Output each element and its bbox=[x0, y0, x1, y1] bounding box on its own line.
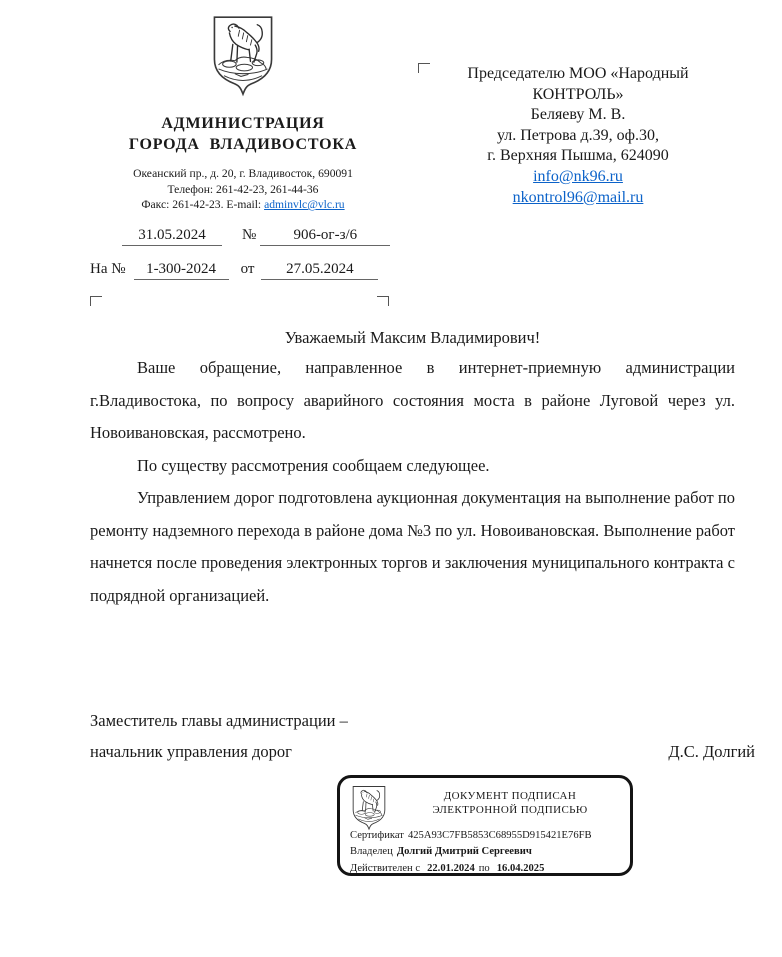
recipient-line: Беляеву М. В. bbox=[530, 106, 626, 124]
recipient-line: Председателю МОО «Народный bbox=[467, 65, 689, 82]
recipient-block bbox=[420, 64, 736, 208]
letterhead-fax-label: Факс: 261-42-23. E-mail: bbox=[141, 198, 265, 212]
incoming-number-label: На № bbox=[90, 261, 126, 277]
signature-block bbox=[90, 705, 755, 767]
corner-mark-right bbox=[377, 296, 389, 306]
recipient-line: г. Верхняя Пышма, 624090 bbox=[487, 147, 669, 165]
signature-row bbox=[90, 736, 755, 767]
recipient-line: КОНТРОЛЬ» bbox=[532, 85, 624, 103]
recipient-line: ул. Петрова д.39, оф.30, bbox=[496, 126, 660, 144]
org-name bbox=[88, 113, 398, 155]
incoming-date: 27.05.2024 bbox=[261, 261, 378, 280]
stamp-validity-line bbox=[350, 861, 624, 877]
incoming-reference-row bbox=[90, 258, 396, 280]
outgoing-date: 31.05.2024 bbox=[122, 227, 222, 246]
certificate-value: 425A93C7FB5853C68955D915421E76FB bbox=[407, 830, 592, 841]
stamp-certificate-line bbox=[350, 828, 624, 844]
stamp-details bbox=[350, 828, 624, 877]
outgoing-reference-row bbox=[90, 224, 396, 246]
recipient-email-link-1[interactable]: info@nk96.ru bbox=[533, 167, 623, 185]
coat-of-arms-icon bbox=[209, 14, 277, 98]
letter-body bbox=[90, 352, 735, 612]
validity-from-date: 22.01.2024 bbox=[427, 862, 475, 874]
letterhead-phone: Телефон: 261-42-23, 261-44-36 bbox=[167, 182, 319, 196]
letterhead-address: Океанский пр., д. 20, г. Владивосток, 690091 bbox=[133, 167, 353, 180]
validity-to-date: 16.04.2025 bbox=[496, 862, 545, 874]
recipient-email-line bbox=[420, 167, 736, 188]
signer-position-line1: Заместитель главы администрации – bbox=[90, 711, 348, 730]
stamp-owner-line bbox=[350, 844, 624, 860]
letterhead-contacts bbox=[88, 166, 398, 213]
letterhead bbox=[88, 14, 398, 213]
number-sign: № bbox=[242, 227, 257, 243]
certificate-label: Сертификат bbox=[350, 830, 404, 841]
owner-name: Долгий Дмитрий Сергеевич bbox=[396, 846, 532, 858]
stamp-title-line1: ДОКУМЕНТ ПОДПИСАН bbox=[443, 790, 577, 802]
signer-position-line2: начальник управления дорог bbox=[90, 742, 292, 761]
org-name-line2: ГОРОДА ВЛАДИВОСТОКА bbox=[128, 136, 358, 153]
stamp-title bbox=[396, 789, 624, 817]
stamp-title-line2: ЭЛЕКТРОННОЙ ПОДПИСЬЮ bbox=[432, 804, 588, 816]
letterhead-email-link[interactable]: adminvlc@vlc.ru bbox=[264, 198, 345, 212]
outgoing-number: 906-ог-з/6 bbox=[260, 227, 390, 246]
signer-name: Д.С. Долгий bbox=[668, 742, 755, 761]
corner-mark-left bbox=[90, 296, 102, 306]
validity-to-label: по bbox=[478, 862, 490, 874]
incoming-from-label: от bbox=[240, 261, 255, 277]
validity-label: Действителен с bbox=[350, 862, 421, 874]
incoming-number: 1-300-2024 bbox=[134, 261, 229, 280]
org-name-line1: АДМИНИСТРАЦИЯ bbox=[161, 115, 325, 132]
body-paragraph-2: По существу рассмотрения сообщаем следующее. bbox=[137, 455, 490, 475]
reference-block bbox=[90, 224, 396, 280]
recipient-email-line bbox=[420, 188, 736, 209]
letterhead-fax-line bbox=[88, 197, 398, 213]
stamp-coat-of-arms-icon bbox=[350, 785, 388, 831]
owner-label: Владелец bbox=[350, 846, 393, 858]
salutation: Уважаемый Максим Владимирович! bbox=[284, 328, 541, 347]
recipient-email-link-2[interactable]: nkontrol96@mail.ru bbox=[512, 188, 644, 206]
body-paragraph-1: Ваше обращение, направленное в интернет-приемную администрации г.Владивостока, по вопросу аварийного состояния моста в районе Луговой через ул. Новоивановская, рассмотрено. bbox=[90, 358, 735, 442]
electronic-signature-stamp bbox=[337, 775, 633, 876]
body-paragraph-3: Управлением дорог подготовлена аукционная документация на выполнение работ по ремонту надземного перехода в районе дома №3 по ул. Новоивановская. Выполнение работ начнется после проведения электронных торгов и заключения муниципального контракта с подрядной организацией. bbox=[90, 488, 735, 605]
